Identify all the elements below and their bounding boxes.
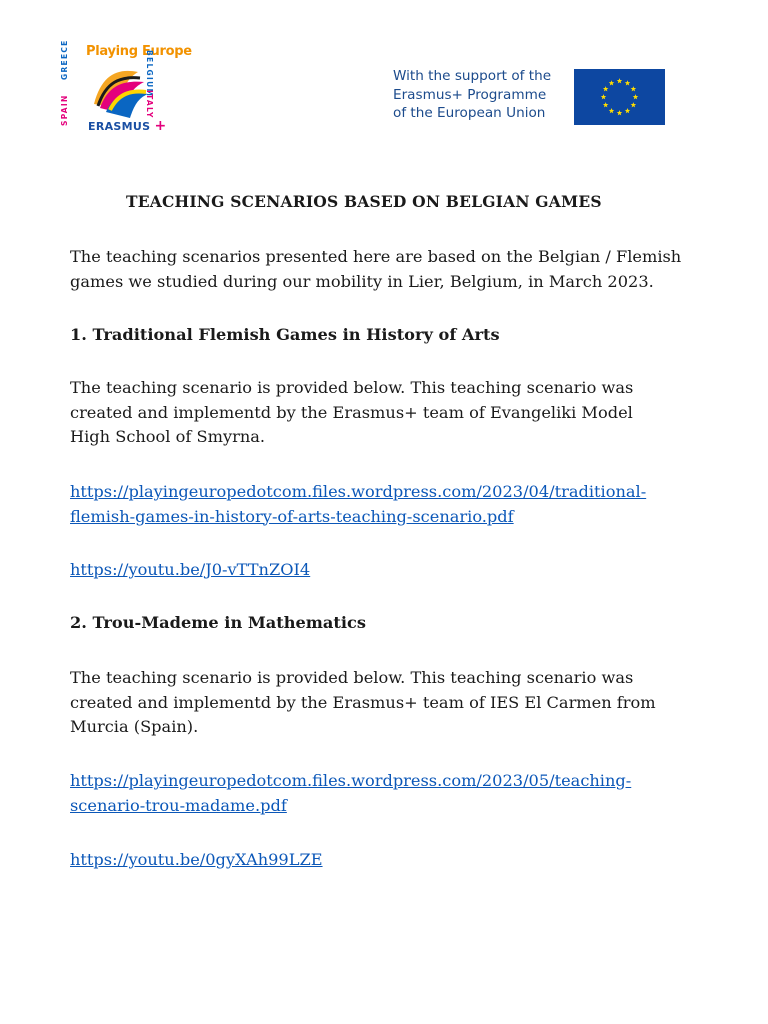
logo-country-spain: SPAIN xyxy=(60,94,69,126)
section-2-video-link-wrap xyxy=(70,848,700,873)
eu-support-statement xyxy=(393,67,583,123)
logo-country-italy: ITALY xyxy=(145,90,154,119)
section-2-paragraph: The teaching scenario is provided below. This teaching scenario was created and implementd by the Erasmus+ team of IES El Carmen from Murcia (Spain). xyxy=(70,668,656,736)
section-1-video-link[interactable]: https://youtu.be/J0-vTTnZOI4 xyxy=(70,560,311,579)
logo-country-belgium: BELGIUM xyxy=(145,50,154,98)
section-1-heading: 1. Traditional Flemish Games in History of Arts xyxy=(70,325,500,344)
logo-country-greece: GREECE xyxy=(60,39,69,80)
intro-paragraph: The teaching scenarios presented here are based on the Belgian / Flemish games we studied during our mobility in Lier, Belgium, in March 2023. xyxy=(70,247,682,291)
document-title: TEACHING SCENARIOS BASED ON BELGIAN GAMES xyxy=(126,192,602,211)
section-2-video-link[interactable]: https://youtu.be/0gyXAh99LZE xyxy=(70,850,323,869)
pdf-link-line[interactable]: https://playingeuropedotcom.files.wordpress.com/2023/05/teaching- xyxy=(70,771,632,790)
eu-support-line: of the European Union xyxy=(393,105,546,121)
section-2-heading: 2. Trou-Mademe in Mathematics xyxy=(70,613,367,632)
pdf-link-line[interactable]: flemish-games-in-history-of-arts-teaching-scenario.pdf xyxy=(70,506,514,526)
section-1-video-link-wrap xyxy=(70,558,700,583)
eu-support-line: With the support of the xyxy=(393,68,552,84)
playing-europe-logo xyxy=(60,39,192,134)
pdf-link-line[interactable]: https://playingeuropedotcom.files.wordpress.com/2023/04/traditional- xyxy=(70,482,647,501)
pdf-link-line[interactable]: scenario-trou-madame.pdf xyxy=(70,795,287,815)
logo-title: Playing Europe xyxy=(86,44,192,59)
logo-erasmus-text: ERASMUS + xyxy=(88,118,167,134)
section-1-paragraph: The teaching scenario is provided below. This teaching scenario was created and implementd by the Erasmus+ team of Evangeliki Model High School of Smyrna. xyxy=(70,378,634,446)
eu-support-line: Erasmus+ Programme xyxy=(393,86,547,103)
section-1-pdf-link[interactable] xyxy=(70,480,700,529)
section-2-pdf-link[interactable] xyxy=(70,769,700,818)
eu-flag-icon xyxy=(574,69,665,125)
